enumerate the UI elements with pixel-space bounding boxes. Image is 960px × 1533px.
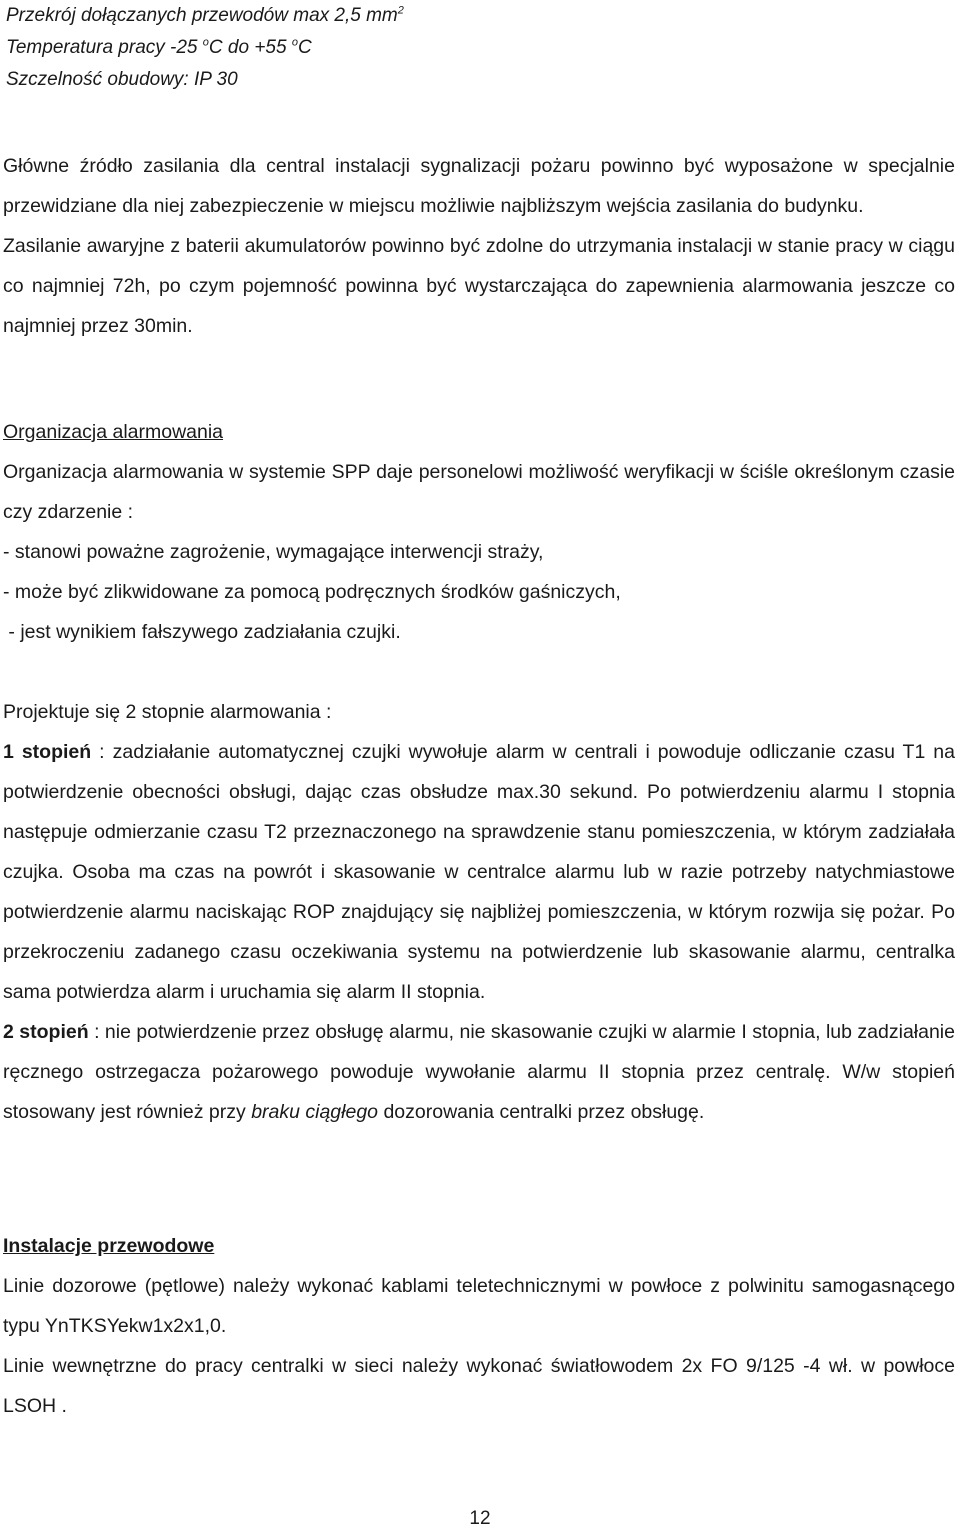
alarm-item: - może być zlikwidowane za pomocą podręcznych środków gaśniczych, [3,581,621,603]
alarm-heading: Organizacja alarmowania [3,421,224,443]
wiring-section [3,1226,955,1426]
stage2-paragraph [3,1012,955,1132]
alarm-item: - jest wynikiem fałszywego zadziałania czujki. [3,621,401,643]
stage2-text: : nie potwierdzenie przez obsługę alarmu, nie skasowanie czujki w alarmie I stopnia, lub zadziałanie ręcznego ostrzegacza pożarowego powoduje wywołanie alarmu II stopnia przez centralę. W/w stopień stosowany jest również przy [3,1021,955,1123]
alarm-intro: Organizacja alarmowania w systemie SPP daje personelowi możliwość weryfikacji w ściśle określonym czasie czy zdarzenie : [3,461,955,523]
stage2-end: dozorowania centralki przez obsługę. [378,1101,705,1123]
spec-temperature: Temperatura pracy -25 $^o$C do +55 $^o$C [6,36,312,58]
power-main-paragraph: Główne źródło zasilania dla central instalacji sygnalizacji pożaru powinno być wyposażone w specjalnie przewidziane dla niej zabezpieczenie w miejscu możliwie najbliższym wejścia zasilania do budynku. [3,155,955,217]
stage1-label: 1 stopień [3,741,92,763]
power-section [3,146,955,346]
power-backup-paragraph: Zasilanie awaryjne z baterii akumulatorów powinno być zdolne do utrzymania instalacji w stanie pracy w ciągu co najmniej 72h, po czym pojemność powinna być wystarczająca do zapewnienia alarmowania jeszcze co najmniej przez 30min. [3,235,955,337]
wiring-internal-paragraph: Linie wewnętrzne do pracy centralki w sieci należy wykonać światłowodem 2x FO 9/125 -4 wł. w powłoce LSOH . [3,1355,955,1417]
stage2-label: 2 stopień [3,1021,89,1043]
stages-intro: Projektuje się 2 stopnie alarmowania : [3,701,332,723]
spec-ip-rating: Szczelność obudowy: IP 30 [6,69,238,90]
alarm-item: - stanowi poważne zagrożenie, wymagające interwencji straży, [3,541,544,563]
spec-wire-section: Przekrój dołączanych przewodów max 2,5 $mm^2$ [6,4,404,26]
page-number: 12 [469,1508,491,1529]
wiring-heading: Instalacje przewodowe [3,1235,215,1257]
alarm-spacer [3,652,955,692]
alarm-section [3,412,955,1132]
wiring-loop-paragraph: Linie dozorowe (pętlowe) należy wykonać kablami teletechnicznymi w powłoce z polwinitu samogasnącego typu YnTKSYekw1x2x1,0. [3,1275,955,1337]
stage1-text: : zadziałanie automatycznej czujki wywołuje alarm w centrali i powoduje odliczanie czasu T1 na potwierdzenie obecności obsługi, dając czas obsłudze max.30 sekund. Po potwierdzeniu alarmu I stopnia następuje odmierzanie czasu T2 przeznaczonego na sprawdzenie stanu pomieszczenia, w którym zadziałała czujka. Osoba ma czas na powrót i skasowanie w centralce alarmu lub w razie potrzeby natychmiastowe potwierdzenie alarmu naciskając ROP znajdujący się najbliżej pomieszczenia, w którym rozwija się pożar. Po przekroczeniu zadanego czasu oczekiwania systemu na potwierdzenie lub skasowanie alarmu, centralka sama potwierdza alarm i uruchamia się alarm II stopnia. [3,741,955,1003]
stage2-italic: braku ciągłego [251,1101,379,1123]
spec-block [3,0,955,96]
stage1-paragraph [3,732,955,1012]
